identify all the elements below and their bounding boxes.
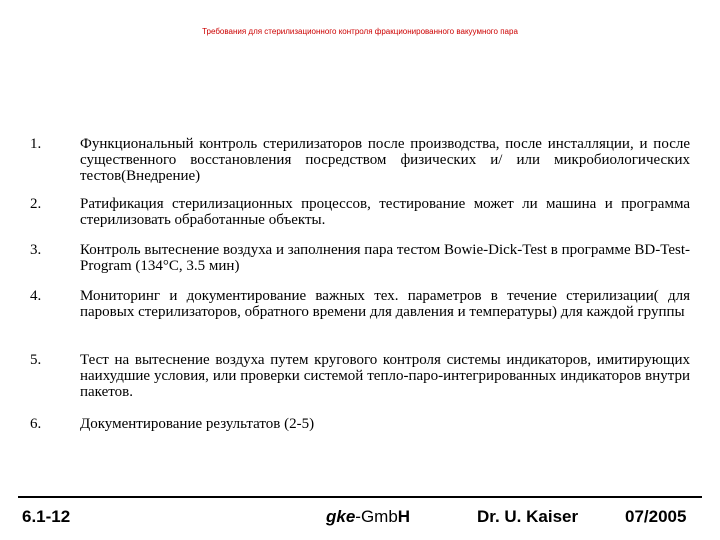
item-text: Контроль вытеснение воздуха и заполнения пара тестом Bowie-Dick-Test в программе BD-Test-Program (134°C, 3.5 мин)	[80, 242, 690, 274]
item-number: 6.	[30, 416, 42, 432]
footer-company-rest: -Gmb	[355, 507, 398, 526]
item-number: 2.	[30, 196, 42, 212]
item-number: 4.	[30, 288, 42, 304]
list-item	[30, 416, 690, 432]
footer-author: Dr. U. Kaiser	[477, 507, 579, 526]
footer-company-italic: gke	[326, 507, 356, 526]
list-item	[30, 352, 690, 400]
item-text: Мониторинг и документирование важных тех. параметров в течение стерилизации( для паровых стерилизаторов, обратного времени для давления и температуры) для каждой группы	[80, 288, 690, 320]
item-text: Функциональный контроль стерилизаторов после производства, после инсталляции, и после существенного восстановления посредством физических и/ или микробиологических тестов(Внедрение)	[80, 136, 690, 184]
footer-section-number: 6.1-12	[22, 507, 71, 526]
item-text: Тест на вытеснение воздуха путем кругового контроля системы индикаторов, имитирующих наихудшие условия, или проверки системой тепло-паро-интегрированных индикаторов внутри пакетов.	[80, 352, 690, 400]
item-text: Ратификация стерилизационных процессов, тестирование может ли машина и программа стерилизовать обработанные объекты.	[80, 196, 690, 228]
list-item	[30, 136, 690, 184]
footer-company-h: H	[397, 507, 411, 526]
list-item	[30, 196, 690, 228]
footer-company	[326, 507, 410, 527]
footer-date: 07/2005	[625, 507, 687, 526]
page-header-title: Требования для стерилизационного контроля фракционированного вакуумного пара	[202, 27, 518, 36]
item-number: 1.	[30, 136, 42, 152]
footer-divider	[18, 496, 702, 498]
item-number: 5.	[30, 352, 42, 368]
item-number: 3.	[30, 242, 42, 258]
list-item	[30, 242, 690, 274]
item-text: Документирование результатов (2-5)	[80, 416, 315, 432]
list-item	[30, 288, 690, 320]
